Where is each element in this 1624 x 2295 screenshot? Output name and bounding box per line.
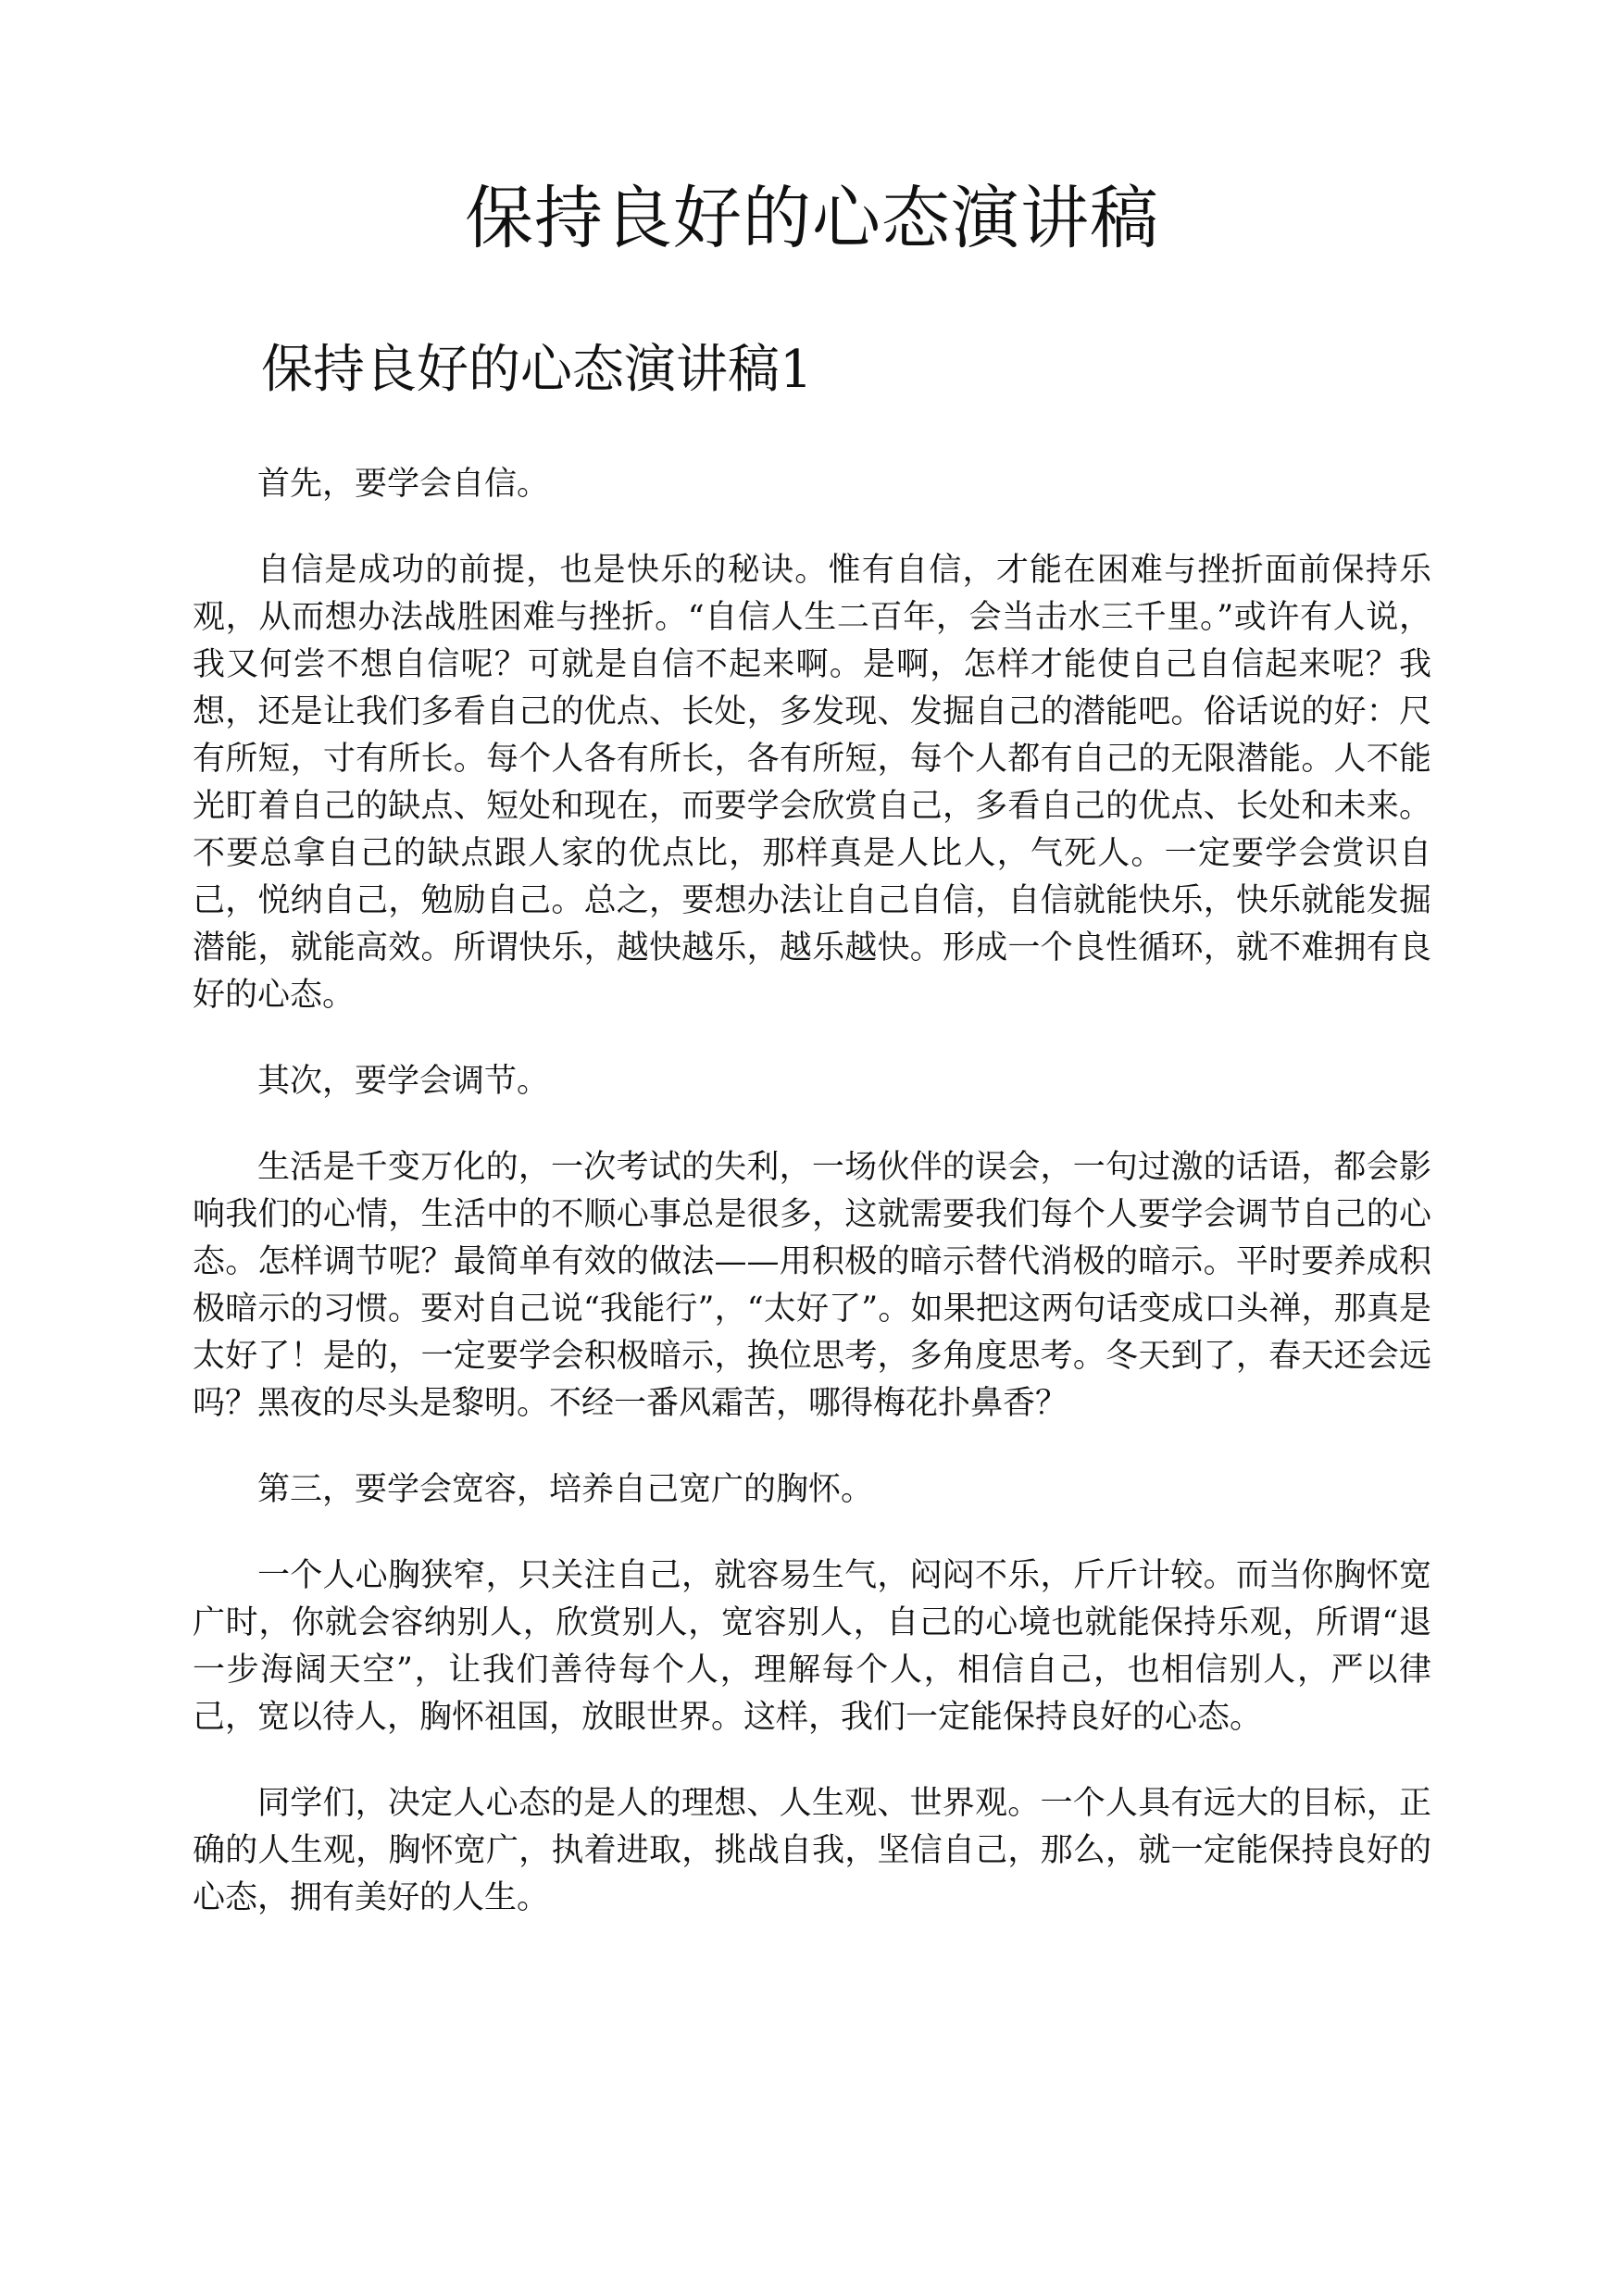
paragraph-1: 首先，要学会自信。 xyxy=(257,466,550,503)
paragraph-5: 第三，要学会宽容，培养自己宽广的胸怀。 xyxy=(257,1471,874,1508)
paragraph-3: 其次，要学会调节。 xyxy=(257,1063,550,1100)
paragraph-6: 一个人心胸狭窄，只关注自己，就容易生气，闷闷不乐，斤斤计较。而当你胸怀宽广时，你就会容纳别人，欣赏别人，宽容别人，自己的心境也就能保持乐观，所谓“退一步海阔天空”，让我们善待每个人，理解每个人，相信自己，也相信别人，严以律己，宽以待人，胸怀祖国，放眼世界。这样，我们一定能保持良好的心态。 xyxy=(193,1557,1431,1736)
paragraph-7: 同学们，决定人心态的是人的理想、人生观、世界观。一个人具有远大的目标，正确的人生观，胸怀宽广，执着进取，挑战自我，坚信自己，那么，就一定能保持良好的心态，拥有美好的人生。 xyxy=(193,1785,1431,1916)
paragraph-4: 生活是千变万化的，一次考试的失利，一场伙伴的误会，一句过激的话语，都会影响我们的心情，生活中的不顺心事总是很多，这就需要我们每个人要学会调节自己的心态。怎样调节呢？最简单有效的做法——用积极的暗示替代消极的暗示。平时要养成积极暗示的习惯。要对自己说“我能行”，“太好了”。如果把这两句话变成口头禅，那真是太好了！是的，一定要学会积极暗示，换位思考，多角度思考。冬天到了，春天还会远吗？黑夜的尽头是黎明。不经一番风霜苦，哪得梅花扑鼻香？ xyxy=(193,1149,1431,1422)
document-title: 保持良好的心态演讲稿 xyxy=(465,179,1159,258)
paragraph-2: 自信是成功的前提，也是快乐的秘诀。惟有自信，才能在困难与挫折面前保持乐观，从而想办法战胜困难与挫折。“自信人生二百年，会当击水三千里。”或许有人说，我又何尝不想自信呢？可就是自信不起来啊。是啊，怎样才能使自己自信起来呢？我想，还是让我们多看自己的优点、长处，多发现、发掘自己的潜能吧。俗话说的好：尺有所短，寸有所长。每个人各有所长，各有所短，每个人都有自己的无限潜能。人不能光盯着自己的缺点、短处和现在，而要学会欣赏自己，多看自己的优点、长处和未来。不要总拿自己的缺点跟人家的优点比，那样真是人比人，气死人。一定要学会赏识自己，悦纳自己，勉励自己。总之，要想办法让自己自信，自信就能快乐，快乐就能发掘潜能，就能高效。所谓快乐，越快越乐，越乐越快。形成一个良性循环，就不难拥有良好的心态。 xyxy=(193,552,1431,1014)
document-body xyxy=(193,461,1431,1922)
section-title: 保持良好的心态演讲稿1 xyxy=(261,340,813,400)
